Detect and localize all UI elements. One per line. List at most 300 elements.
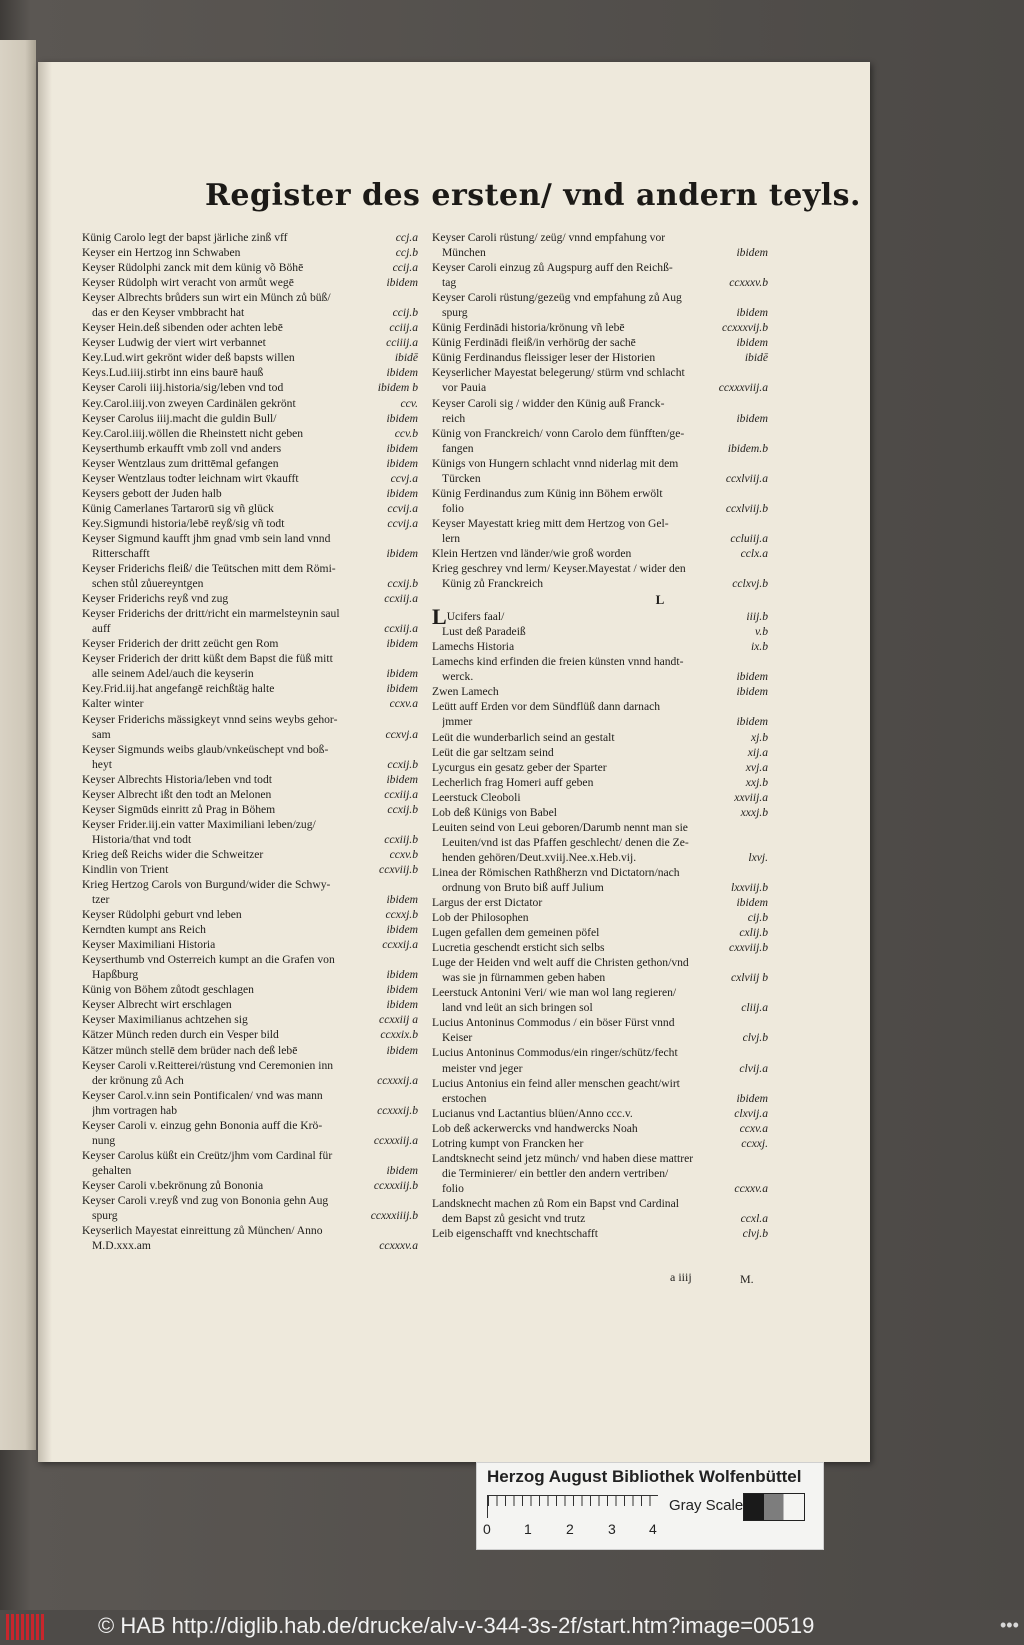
entry-text: Key.Carol.iiij.von zweyen Cardinälen gekrönt [82,396,296,410]
ruler-number: 1 [524,1521,532,1537]
entry-page-ref: clvj.b [742,1227,768,1241]
entry-page-ref: ibidem [736,685,768,699]
entry-text: Künig Ferdinandus zum Künig inn Böhem erwölt [432,486,663,500]
entry-text: Klein Hertzen vnd länder/wie groß worden [432,546,632,560]
index-entry [82,1103,418,1118]
index-entry [432,561,768,576]
index-entry [82,260,418,275]
index-entry [432,714,768,729]
entry-page-ref: ibidem [386,441,418,455]
entry-page-ref [414,1058,418,1073]
footer-url[interactable]: © HAB http://diglib.hab.de/drucke/alv-v-344-3s-2f/start.htm?image=00519 [98,1613,815,1638]
entry-page-ref: cxlviij b [730,971,768,985]
entry-page-ref: xxj.b [745,775,768,789]
entry-page-ref: ccxxij.a [382,938,418,952]
entry-page-ref: ccxxiij a [379,1013,418,1027]
entry-page-ref [764,1015,768,1030]
entry-text: Keyser Caroli v.reyß vnd zug von Bononia gehn Aug [82,1194,329,1207]
entry-page-ref: cclx.a [740,546,768,560]
index-entry [432,604,768,630]
entry-text: Keyser Caroli v. einzug gehn Bononia auff die Krö- [82,1118,323,1132]
entry-text: lern [442,531,461,545]
entry-text: Künig Ferdinādi fleiß/in verhörūg der sachē [432,336,636,350]
entry-text: Ritterschafft [92,546,150,560]
entry-page-ref: clvj.b [742,1031,768,1045]
entry-text: Krieg deß Reichs wider die Schweitzer [82,847,264,861]
entry-page-ref: ccxv.a [389,697,418,711]
entry-page-ref: ccvij.a [387,501,418,515]
entry-page-ref: cciiij.a [386,336,418,350]
index-entry [82,1238,418,1253]
index-entry [432,1211,768,1226]
index-entry [82,787,418,802]
entry-text: Keyser Sigmund kaufft jhm gnad vmb sein land vnnd [82,531,331,545]
entry-page-ref: ibidem [736,715,768,729]
entry-text: Key.Carol.iiij.wöllen die Rheinstett nicht geben [82,426,304,440]
entry-page-ref [764,1045,768,1060]
index-entry [82,742,418,757]
index-entry [432,1121,768,1136]
entry-page-ref: ccv. [400,396,418,410]
entry-page-ref: ccvij.a [387,516,418,530]
entry-page-ref: xxviij.a [734,790,768,804]
entry-text: das er den Keyser vmbbracht hat [92,306,245,320]
entry-text: Lugen gefallen dem gemeinen pöfel [432,926,600,940]
entry-text: Largus der erst Dictator [432,896,543,910]
entry-text: Lob der Philosophen [432,911,529,925]
entry-text: Leüt die wunderbarlich seind an gestalt [432,730,615,744]
index-entry [432,411,768,426]
ruler-number: 0 [483,1521,491,1537]
entry-page-ref: ibidem [386,923,418,937]
entry-page-ref [414,1118,418,1133]
entry-page-ref: ibidem [386,893,418,907]
index-entry [82,772,418,787]
index-entry [432,516,768,531]
entry-page-ref [414,290,418,305]
index-entry [82,380,418,395]
entry-text: Keyser Wentzlaus zum drittēmal gefangen [82,456,279,470]
index-entry [82,1163,418,1178]
entry-page-ref: ibidem [386,637,418,651]
entry-page-ref: ccxxxiiij.b [370,1209,418,1223]
entry-text: nung [92,1133,116,1147]
entry-page-ref [414,952,418,967]
ruler [487,1495,658,1518]
index-entry [432,1061,768,1076]
entry-page-ref: ccj.a [395,231,418,244]
index-entry [432,790,768,805]
entry-page-ref [764,985,768,1000]
entry-text: folio [442,501,464,515]
entry-text: Türcken [442,471,481,485]
entry-page-ref [764,1151,768,1166]
index-entry [82,862,418,877]
entry-page-ref [764,365,768,380]
entry-text: Keysers gebott der Juden halb [82,486,222,500]
entry-page-ref: clxvij.a [734,1106,768,1120]
entry-text: Künig Ferdinandus fleissiger leser der Historien [432,351,656,365]
entry-text: der krönung zů Ach [92,1073,184,1087]
entry-page-ref [764,1076,768,1091]
entry-text: Künig Carolo legt der bapst järliche zinß vff [82,231,288,244]
entry-text: Zwen Lamech [432,685,499,699]
index-entry [82,275,418,290]
entry-page-ref: ccxviij.b [379,862,418,876]
gray-scale-swatches [743,1493,805,1521]
entry-page-ref: ix.b [750,640,768,654]
entry-page-ref [414,1088,418,1103]
entry-page-ref: xj.b [750,730,768,744]
entry-text: Kerndten kumpt ans Reich [82,923,206,937]
index-entry [432,985,768,1000]
entry-page-ref [414,606,418,621]
entry-text: Keyser Friderich der dritt küßt dem Bapst die füß mitt [82,652,333,666]
entry-text: dem Bapst zů gesicht vnd trutz [442,1212,586,1225]
entry-text: meister vnd jeger [442,1061,523,1075]
index-entry [432,335,768,350]
entry-page-ref [764,820,768,835]
entry-page-ref: ccxlviij.b [725,501,768,515]
entry-page-ref: ibidem [386,411,418,425]
index-entry [432,850,768,865]
entry-page-ref: ccxxxviij.a [718,381,768,395]
entry-text: Lamechs kind erfinden die freien künsten vnnd handt- [432,655,684,669]
index-column-right [432,230,768,1241]
entry-text: Lob deß Künigs von Babel [432,805,557,819]
index-entry [82,681,418,696]
index-entry [82,561,418,576]
entry-page-ref [414,1223,418,1238]
entry-text: Künig von Böhem zůtodt geschlagen [82,983,254,997]
color-scale-card [476,1462,824,1550]
entry-page-ref [414,1148,418,1163]
index-entry [82,320,418,335]
index-entry [82,952,418,967]
entry-text: Kalter winter [82,697,144,711]
index-entry [82,982,418,997]
index-entry [82,1208,418,1223]
index-entry [82,1118,418,1133]
entry-text: Keyser Caroli v.bekrönung zů Bononia [82,1178,264,1192]
index-entry [432,531,768,546]
index-entry [432,365,768,380]
entry-text: Kätzer münch stellē dem brüder nach deß lebē [82,1043,298,1057]
entry-page-ref: ccxv.a [739,1121,768,1135]
index-entry [82,546,418,561]
entry-page-ref [764,865,768,880]
entry-page-ref [764,230,768,245]
entry-text: tzer [92,893,110,907]
index-entry [82,1012,418,1027]
entry-text: tag [442,276,457,290]
entry-text: Keyser Friderich der dritt zeücht gen Rom [82,637,279,651]
entry-page-ref: lxxviij.b [730,880,768,894]
entry-page-ref: ccxxxvij.b [721,321,768,335]
entry-text: Lust deß Paradeiß [442,625,526,639]
entry-page-ref: xxxj.b [740,805,768,819]
entry-text: Keyser Caroli iiij.historia/sig/leben vnd tod [82,381,284,395]
entry-page-ref: ccxxv.a [734,1181,768,1195]
entry-text: Keyser Frider.iij.ein vatter Maximiliani leben/zug/ [82,817,316,831]
index-entry [82,1027,418,1042]
index-entry [432,396,768,411]
index-entry [82,666,418,681]
entry-text: Keyser Friderichs reyß vnd zug [82,592,229,606]
index-entry [82,1043,418,1058]
entry-text: jmmer [442,715,473,729]
entry-page-ref [414,1193,418,1208]
entry-text: Keyser Albrecht ißt den todt an Melonen [82,787,272,801]
index-entry [82,486,418,501]
entry-text: Keyser Carol.v.inn sein Pontificalen/ vnd was mann [82,1088,323,1102]
index-entry [82,396,418,411]
entry-page-ref: ccxxxij.a [377,1073,418,1087]
index-entry [432,1226,768,1241]
index-entry [432,730,768,745]
entry-page-ref [414,742,418,757]
index-entry [432,775,768,790]
entry-text: Ucifers faal/ [446,610,505,624]
entry-text: reich [442,411,466,425]
entry-page-ref: ibidem [386,1163,418,1177]
index-entry [432,275,768,290]
entry-text: Keyser Caroli rüstung/ zeüg/ vnnd empfahung vor [432,231,666,244]
more-icon[interactable]: ••• [1000,1615,1019,1635]
entry-page-ref: ccxxj.b [385,908,418,922]
entry-page-ref [764,290,768,305]
entry-text: Linea der Römischen Rathßherzn vnd Dictatorn/nach [432,865,680,879]
entry-page-ref: ccj.b [395,246,418,260]
index-entry [82,877,418,892]
entry-page-ref: ibidem [736,336,768,350]
index-entry [82,245,418,260]
index-entry [432,955,768,970]
entry-text: henden gehören/Deut.xviij.Nee.x.Heb.vij. [442,850,637,864]
index-entry [432,305,768,320]
index-entry [82,1148,418,1163]
entry-page-ref: ibidem [386,682,418,696]
index-entry [432,865,768,880]
entry-text: gehalten [92,1163,132,1177]
entry-text: fangen [442,441,474,455]
index-entry [432,1136,768,1151]
entry-page-ref: ccxxxiij.b [373,1178,418,1192]
entry-page-ref: ibidem [386,772,418,786]
entry-page-ref: cxxviij.b [729,941,768,955]
entry-page-ref: lxvj. [748,850,768,864]
index-entry [432,669,768,684]
entry-text: Keyser Albrechts Historia/leben vnd todt [82,772,272,786]
index-entry [82,606,418,621]
index-entry [82,1223,418,1238]
index-entry [432,1091,768,1106]
entry-text: Landtsknecht seind jetz münch/ vnd haben diese mattrer [432,1151,694,1165]
entry-text: Keyser Caroli sig / widder den Künig auß Franck- [432,396,665,410]
entry-text: Keyser Rüdolphi geburt vnd leben [82,908,242,922]
entry-text: Leerstuck Cleoboli [432,790,521,804]
entry-text: Leib eigenschafft vnd knechtschafft [432,1227,599,1241]
index-entry [432,895,768,910]
entry-text: Leüt die gar seltzam seind [432,745,554,759]
entry-text: Keyser Mayestatt krieg mitt dem Hertzog von Gel- [432,516,669,530]
catchword: M. [740,1272,754,1286]
entry-page-ref [764,516,768,531]
entry-page-ref: ccxij.b [387,802,418,816]
entry-text: werck. [442,670,474,684]
entry-text: Hapßburg [92,968,139,982]
entry-page-ref [414,651,418,666]
entry-page-ref: ccvj.a [390,471,418,485]
entry-page-ref [764,654,768,669]
index-entry [82,847,418,862]
index-entry [82,290,418,305]
entry-page-ref: ibidem [386,968,418,982]
entry-text: Krieg Hertzog Carols von Burgund/wider die Schwy- [82,878,331,892]
entry-text: Keyser Wentzlaus todter leichnam wirt v̈kaufft [82,471,299,485]
entry-text: Keyserlich Mayestat einreittung zů München/ Anno [82,1224,323,1238]
entry-text: Leuiten/vnd ist das Pfaffen geschlecht/ denen die Ze- [442,835,689,849]
index-entry [432,805,768,820]
entry-text: Künig Camerlanes Tartarorū sig vñ glück [82,501,274,515]
entry-text: Key.Frid.iij.hat angefangē reichßtäg halte [82,682,275,696]
index-entry [432,684,768,699]
entry-text: Keyserthumb vnd Osterreich kumpt an die Grafen von [82,953,335,967]
entry-text: was sie jn fürnammen geben haben [442,971,606,985]
index-entry [432,925,768,940]
index-entry [82,967,418,982]
entry-text: Landsknecht machen zů Rom ein Bapst vnd Cardinal [432,1196,679,1210]
index-entry [82,727,418,742]
index-entry [432,380,768,395]
index-entry [432,745,768,760]
entry-text: Key.Lud.wirt gekrönt wider deß bapsts willen [82,351,295,365]
index-entry [82,1058,418,1073]
entry-page-ref: cciij.a [389,321,418,335]
index-entry [432,1030,768,1045]
index-entry [432,260,768,275]
entry-text: Leuiten seind von Leui geboren/Darumb nennt man sie [432,820,688,834]
initial-letter: L [432,604,447,630]
index-entry [82,441,418,456]
index-entry [82,802,418,817]
section-letter: L [655,592,665,608]
index-entry [82,365,418,380]
entry-page-ref: ccxiij.a [384,622,418,636]
index-entry [432,1196,768,1211]
entry-text: Keyser Hein.deß sibenden oder achten lebē [82,321,283,335]
entry-page-ref: ccxv.b [389,847,418,861]
entry-page-ref: iiij.b [746,610,768,624]
entry-page-ref: cliij.a [741,1001,768,1015]
index-entry [432,576,768,591]
entry-text: Kindlin von Trient [82,862,169,876]
index-entry [82,696,418,711]
entry-page-ref: ibidem [386,546,418,560]
entry-page-ref: ccxlviij.a [725,471,768,485]
index-entry [432,486,768,501]
index-entry [432,835,768,850]
entry-page-ref: ibidē [394,351,418,365]
index-entry [82,817,418,832]
index-entry [432,940,768,955]
entry-page-ref [764,699,768,714]
index-entry [82,712,418,727]
entry-text: Key.Sigmundi historia/lebē reyß/sig vñ todt [82,516,285,530]
entry-page-ref: ccxiij.a [384,592,418,606]
entry-text: Keyser Albrechts brůders sun wirt ein Münch zů büß/ [82,291,331,305]
entry-page-ref: cij.b [747,911,768,925]
entry-text: Keys.Lud.iiij.stirbt inn eins baurē hauß [82,366,264,380]
ruler-number: 3 [608,1521,616,1537]
entry-page-ref [764,835,768,850]
entry-text: Luge der Heiden vnd welt auff die Christen gethon/vnd [432,956,689,970]
entry-text: Keyser Friderichs fleiß/ die Teütschen mitt dem Römi- [82,562,336,576]
entry-text: Lotring kumpt von Francken her [432,1136,584,1150]
index-entry [432,699,768,714]
entry-page-ref: ibidem [736,896,768,910]
entry-page-ref: ibidem [736,246,768,260]
entry-text: Lamechs Historia [432,640,515,654]
entry-text: spurg [92,1209,118,1223]
entry-text: Keiser [442,1031,473,1045]
entry-text: Keyser Friderichs mässigkeyt vnnd seins weybs gehor- [82,712,338,726]
index-entry [82,1073,418,1088]
entry-text: Künigs von Hungern schlacht vnnd niderlag mit dem [432,456,679,470]
entry-text: land vnd leüt an sich bringen sol [442,1001,593,1015]
index-entry [432,624,768,639]
page-title: Register des ersten/ vnd andern teyls. [205,178,861,213]
entry-text: Lucius Antoninus Commodus / ein böser Fürst vnnd [432,1016,675,1030]
entry-text: Lucius Antoninus Commodus/ein ringer/schütz/fecht [432,1046,678,1060]
entry-page-ref: ibidem [736,306,768,320]
entry-text: Künig zů Franckreich [442,577,544,591]
entry-page-ref: ccxxxiij.a [373,1133,418,1147]
index-entry [82,1133,418,1148]
entry-page-ref: ccv.b [394,426,418,440]
index-entry [432,441,768,456]
entry-page-ref: ibidem [386,456,418,470]
entry-page-ref: v.b [755,625,768,639]
index-entry [432,230,768,245]
entry-text: erstochen [442,1091,487,1105]
entry-text: M.D.xxx.am [92,1239,151,1253]
index-entry [82,456,418,471]
entry-text: Keyser Caroli rüstung/gezeüg vnd empfahung zů Aug [432,291,682,305]
index-entry [432,1000,768,1015]
index-entry [432,426,768,441]
index-entry [432,350,768,365]
entry-page-ref: cxlij.b [739,926,768,940]
entry-text: Keyser Maximiliani Historia [82,938,216,952]
index-entry [82,651,418,666]
library-name: Herzog August Bibliothek Wolfenbüttel [487,1467,802,1486]
entry-text: Keyser ein Hertzog inn Schwaben [82,246,241,260]
entry-text: München [442,246,486,260]
footer-bar [0,1610,1024,1645]
index-entry [82,1193,418,1208]
entry-page-ref: ibidem [386,366,418,380]
entry-page-ref [764,260,768,275]
index-entry [432,1015,768,1030]
index-entry [432,1181,768,1196]
entry-page-ref: ibidē [744,351,768,365]
index-entry [82,907,418,922]
entry-text: Künig von Franckreich/ vonn Carolo dem fünfften/ge- [432,426,685,440]
entry-page-ref: ccxxxv.b [729,276,768,290]
index-entry [432,760,768,775]
index-entry [82,501,418,516]
